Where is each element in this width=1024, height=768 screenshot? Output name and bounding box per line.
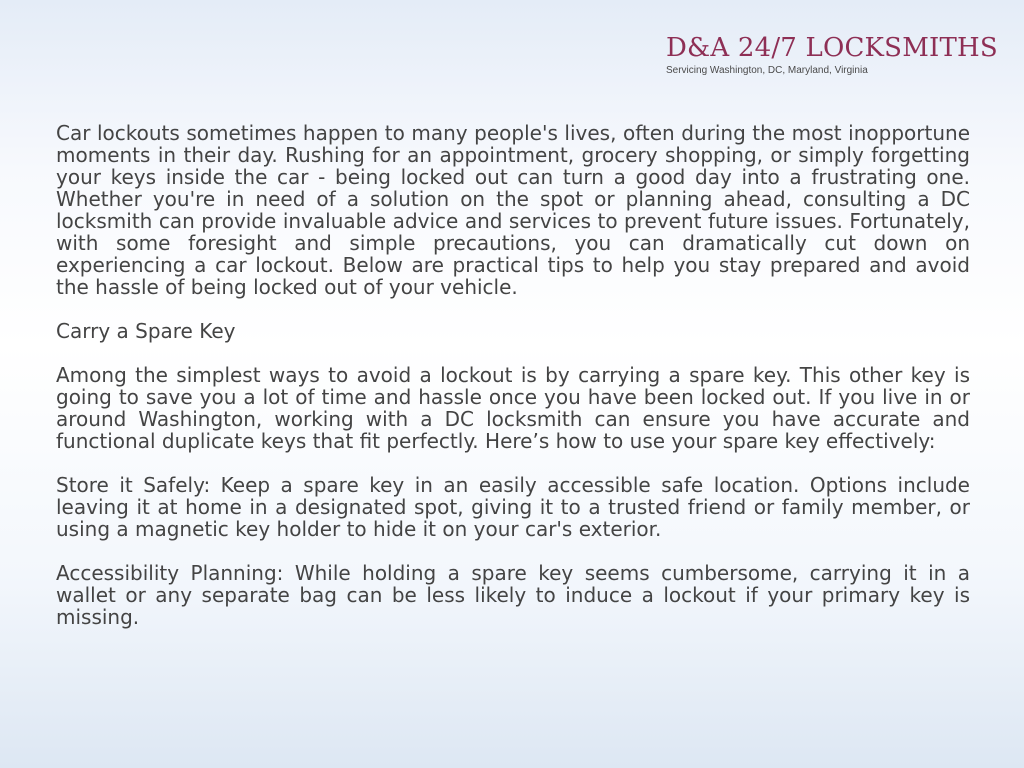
logo-subtitle: Servicing Washington, DC, Maryland, Virginia bbox=[666, 65, 868, 76]
company-logo bbox=[666, 33, 1006, 77]
store-safely-paragraph: Store it Safely: Keep a spare key in an easily accessible safe location. Options include leaving it at home in a designated spot, giving it to a trusted friend or family member, or using a magnetic key holder to hide it on your car's exterior. bbox=[56, 473, 970, 541]
article-body bbox=[56, 122, 970, 650]
spare-key-paragraph: Among the simplest ways to avoid a lockout is by carrying a spare key. This other key is going to save you a lot of time and hassle once you have been locked out. If you live in or around Washington, working with a DC locksmith can ensure you have accurate and functional duplicate keys that fit perfectly. Here’s how to use your spare key effectively: bbox=[56, 363, 970, 453]
intro-paragraph: Car lockouts sometimes happen to many people's lives, often during the most inopportune moments in their day. Rushing for an appointment, grocery shopping, or simply forgetting your keys inside the car - being locked out can turn a good day into a frustrating one. Whether you're in need of a solution on the spot or planning ahead, consulting a DC locksmith can provide invaluable advice and services to prevent future issues. Fortunately, with some foresight and simple precautions, you can dramatically cut down on experiencing a car lockout. Below are practical tips to help you stay prepared and avoid the hassle of being locked out of your vehicle. bbox=[56, 121, 970, 299]
logo-title: D&A 24/7 LOCKSMITHS bbox=[666, 33, 998, 63]
accessibility-paragraph: Accessibility Planning: While holding a spare key seems cumbersome, carrying it in a wallet or any separate bag can be less likely to induce a lockout if your primary key is missing. bbox=[56, 561, 970, 629]
section-heading: Carry a Spare Key bbox=[56, 319, 236, 343]
